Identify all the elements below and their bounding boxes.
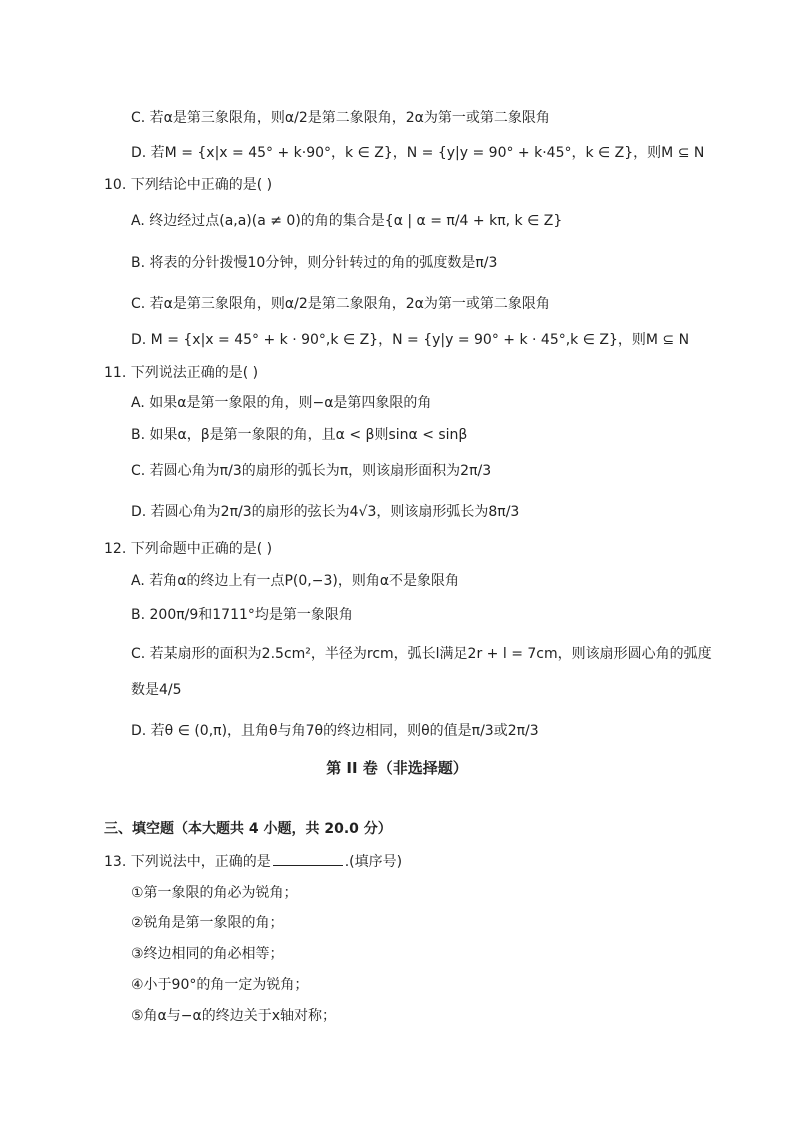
q13-suffix: .(填序号) (344, 854, 403, 870)
q10-option-b: B. 将表的分针拨慢10分钟，则分针转过的角的弧度数是π/3 (131, 255, 498, 271)
section-three-heading: 三、填空题（本大题共 4 小题，共 20.0 分） (104, 821, 392, 837)
q11-option-a: A. 如果α是第一象限的角，则−α是第四象限的角 (131, 395, 432, 411)
q13-item: ②锐角是第一象限的角； (131, 915, 284, 931)
question-10: 10. 下列结论中正确的是( ) (104, 177, 273, 193)
q10-option-a: A. 终边经过点(a,a)(a ≠ 0)的角的集合是{α | α = π/4 + kπ, k ∈ Z} (131, 213, 563, 229)
q13-item: ④小于90°的角一定为锐角； (131, 977, 309, 993)
q13-text: 13. 下列说法中，正确的是 (104, 854, 271, 870)
answer-blank[interactable] (273, 851, 343, 866)
q12-option-c: C. 若某扇形的面积为2.5cm²，半径为rcm，弧长l满足2r + l = 7cm，则该扇形圆心角的弧度 (131, 646, 712, 662)
q12-option-c-cont: 数是4/5 (131, 682, 182, 698)
q12-option-b: B. 200π/9和1711°均是第一象限角 (131, 607, 353, 623)
q13-item: ①第一象限的角必为锐角； (131, 885, 298, 901)
option-d-prev: D. 若M = {x|x = 45° + k·90°，k ∈ Z}，N = {y|y = 90° + k·45°，k ∈ Z}，则M ⊆ N (131, 145, 705, 161)
part-two-title: 第 II 卷（非选择题） (326, 759, 468, 777)
q12-option-d: D. 若θ ∈ (0,π)，且角θ与角7θ的终边相同，则θ的值是π/3或2π/3 (131, 723, 539, 739)
q10-option-c: C. 若α是第三象限角，则α/2是第二象限角，2α为第一或第二象限角 (131, 296, 550, 312)
q13-item: ⑤角α与−α的终边关于x轴对称； (131, 1008, 337, 1024)
q13-item: ③终边相同的角必相等； (131, 946, 284, 962)
question-11: 11. 下列说法正确的是( ) (104, 365, 259, 381)
q10-option-d: D. M = {x|x = 45° + k · 90°,k ∈ Z}，N = {y|y = 90° + k · 45°,k ∈ Z}，则M ⊆ N (131, 332, 690, 348)
option-c-prev: C. 若α是第三象限角，则α/2是第二象限角，2α为第一或第二象限角 (131, 110, 550, 126)
question-13 (104, 851, 402, 872)
q11-option-b: B. 如果α，β是第一象限的角，且α < β则sinα < sinβ (131, 427, 468, 443)
q11-option-d: D. 若圆心角为2π/3的扇形的弦长为4√3，则该扇形弧长为8π/3 (131, 504, 520, 520)
q12-option-a: A. 若角α的终边上有一点P(0,−3)，则角α不是象限角 (131, 573, 460, 589)
q11-option-c: C. 若圆心角为π/3的扇形的弧长为π，则该扇形面积为2π/3 (131, 463, 492, 479)
question-12: 12. 下列命题中正确的是( ) (104, 541, 273, 557)
